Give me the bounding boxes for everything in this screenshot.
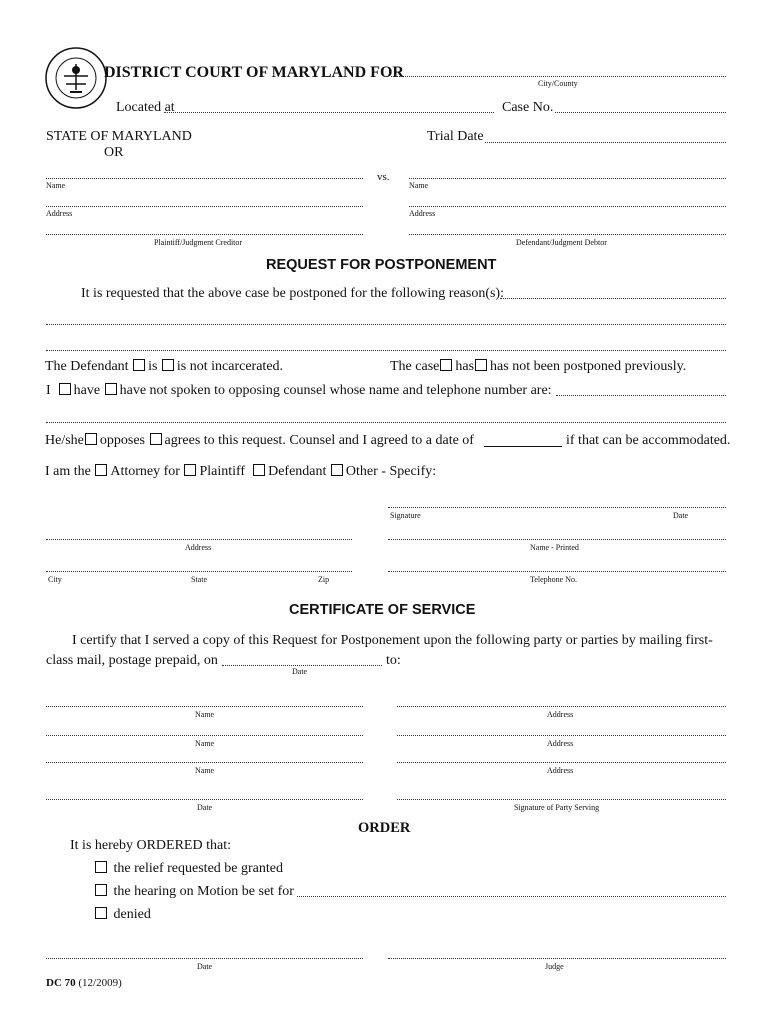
party-address-2-field[interactable] (397, 735, 726, 736)
has-checkbox[interactable] (440, 359, 452, 371)
party-name-2-field[interactable] (46, 735, 363, 736)
request-title: REQUEST FOR POSTPONEMENT (266, 257, 497, 273)
form-date: (12/2009) (78, 977, 122, 989)
judge-caption: Judge (545, 962, 564, 971)
vs-label: vs. (377, 171, 390, 183)
certificate-text-2: class mail, postage prepaid, on (46, 653, 218, 668)
serving-signature-field[interactable] (397, 799, 726, 800)
name-printed-caption: Name - Printed (530, 543, 579, 552)
plaintiff-address-caption: Address (46, 209, 73, 218)
defendant-name-field[interactable] (409, 178, 726, 179)
service-date-caption: Date (197, 803, 213, 812)
relief-granted-label: the relief requested be granted (113, 861, 283, 876)
party-address-2-caption: Address (547, 739, 574, 748)
plaintiff-name-field[interactable] (46, 178, 363, 179)
party-name-3-field[interactable] (46, 762, 363, 763)
have-not-checkbox[interactable] (105, 383, 117, 395)
plaintiff-address2-field[interactable] (46, 234, 363, 235)
defendant-opt-label: Defendant (268, 464, 327, 479)
denied-checkbox[interactable] (95, 907, 107, 919)
plaintiff-address-field[interactable] (46, 206, 363, 207)
located-at-label: Located at (116, 100, 175, 115)
signature-caption: Signature (390, 511, 421, 520)
state-of-maryland: STATE OF MARYLAND (46, 129, 192, 144)
or-label: OR (104, 145, 124, 160)
agrees-checkbox[interactable] (150, 433, 162, 445)
order-option-1 (94, 861, 283, 877)
service-date-field[interactable] (46, 799, 363, 800)
counsel-field-1[interactable] (556, 395, 726, 396)
state-caption: State (191, 575, 207, 584)
is-not-checkbox[interactable] (162, 359, 174, 371)
trial-date-label: Trial Date (427, 129, 484, 144)
city-caption: City (48, 575, 62, 584)
other-label: Other - Specify: (345, 464, 437, 479)
certificate-title: CERTIFICATE OF SERVICE (289, 602, 476, 618)
has-not-label: has not been postponed previously. (490, 359, 687, 374)
postponed-row (390, 359, 686, 375)
ordered-label: It is hereby ORDERED that: (70, 838, 231, 853)
defendant-name-caption: Name (409, 181, 429, 190)
party-address-3-caption: Address (547, 766, 574, 775)
party-address-1-caption: Address (547, 710, 574, 719)
agreed-date-field[interactable] (484, 446, 562, 447)
counsel-row (46, 383, 552, 399)
opposes-label: opposes (99, 433, 146, 448)
party-address-1-field[interactable] (397, 706, 726, 707)
incarcerated-row (45, 359, 283, 375)
order-option-2 (94, 884, 294, 900)
court-seal (44, 46, 108, 110)
order-date-field[interactable] (46, 958, 363, 959)
agrees-label: agrees to this request. Counsel and I agreed to a date of (164, 433, 474, 448)
trial-date-field[interactable] (485, 142, 726, 143)
accommodated-label: if that can be accommodated. (566, 433, 731, 448)
defendant-address-caption: Address (409, 209, 436, 218)
signature-date-caption: Date (673, 511, 689, 520)
denied-label: denied (113, 907, 151, 922)
judge-signature-field[interactable] (388, 958, 726, 959)
order-date-caption: Date (197, 962, 213, 971)
serving-signature-caption: Signature of Party Serving (514, 803, 600, 812)
party-name-2-caption: Name (195, 739, 215, 748)
city-state-zip-field[interactable] (46, 571, 352, 572)
name-printed-field[interactable] (388, 539, 726, 540)
heshe-label: He/she (45, 433, 84, 448)
other-checkbox[interactable] (331, 464, 343, 476)
party-name-3-caption: Name (195, 766, 215, 775)
order-option-3 (94, 907, 151, 923)
certificate-text-1: I certify that I served a copy of this Request for Postponement upon the following party or parties by mailing first- (72, 633, 713, 648)
iam-row (45, 464, 436, 480)
relief-granted-checkbox[interactable] (95, 861, 107, 873)
have-checkbox[interactable] (59, 383, 71, 395)
to-label: to: (386, 653, 401, 668)
have-not-label: have not spoken to opposing counsel whose name and telephone number are: (119, 383, 552, 398)
reason-label: It is requested that the above case be postponed for the following reason(s): (81, 286, 504, 301)
plaintiff-label: Plaintiff (199, 464, 246, 479)
signature-field[interactable] (388, 507, 726, 508)
defendant-address-field[interactable] (409, 206, 726, 207)
defendant-address2-field[interactable] (409, 234, 726, 235)
city-county-caption: City/County (538, 79, 578, 88)
party-name-1-field[interactable] (46, 706, 363, 707)
city-county-field[interactable] (391, 76, 726, 77)
has-not-checkbox[interactable] (475, 359, 487, 371)
hearing-set-checkbox[interactable] (95, 884, 107, 896)
court-title: DISTRICT COURT OF MARYLAND FOR (104, 64, 404, 81)
mailing-date-field[interactable] (222, 665, 382, 666)
located-at-field[interactable] (164, 112, 494, 113)
telephone-caption: Telephone No. (530, 575, 577, 584)
reason-field-3[interactable] (46, 350, 726, 351)
agreement-row (45, 433, 474, 449)
have-label: have (73, 383, 101, 398)
reason-field-1[interactable] (500, 298, 726, 299)
attorney-address-caption: Address (185, 543, 212, 552)
party-name-1-caption: Name (195, 710, 215, 719)
has-label: has (455, 359, 475, 374)
telephone-field[interactable] (388, 571, 726, 572)
is-label: is (148, 359, 158, 374)
case-label: The case (390, 359, 440, 374)
form-id (46, 977, 122, 989)
plaintiff-caption: Plaintiff/Judgment Creditor (154, 238, 243, 247)
defendant-checkbox[interactable] (253, 464, 265, 476)
i-label: I (46, 383, 51, 398)
defendant-label: The Defendant (45, 359, 129, 374)
is-checkbox[interactable] (133, 359, 145, 371)
plaintiff-name-caption: Name (46, 181, 66, 190)
iam-label: I am the (45, 464, 91, 479)
hearing-set-label: the hearing on Motion be set for (113, 884, 294, 899)
case-no-field[interactable] (555, 112, 726, 113)
counsel-field-2[interactable] (46, 422, 726, 423)
reason-field-2[interactable] (46, 324, 726, 325)
attorney-label: Attorney for (110, 464, 180, 479)
attorney-checkbox[interactable] (95, 464, 107, 476)
party-address-3-field[interactable] (397, 762, 726, 763)
zip-caption: Zip (318, 575, 330, 584)
attorney-address-field[interactable] (46, 539, 352, 540)
hearing-date-field[interactable] (297, 896, 726, 897)
plaintiff-checkbox[interactable] (184, 464, 196, 476)
form-number: DC 70 (46, 977, 76, 989)
defendant-caption: Defendant/Judgment Debtor (516, 238, 607, 247)
mailing-date-caption: Date (292, 667, 308, 676)
case-no-label: Case No. (502, 100, 554, 115)
order-title: ORDER (358, 820, 411, 836)
is-not-label: is not incarcerated. (176, 359, 284, 374)
opposes-checkbox[interactable] (85, 433, 97, 445)
